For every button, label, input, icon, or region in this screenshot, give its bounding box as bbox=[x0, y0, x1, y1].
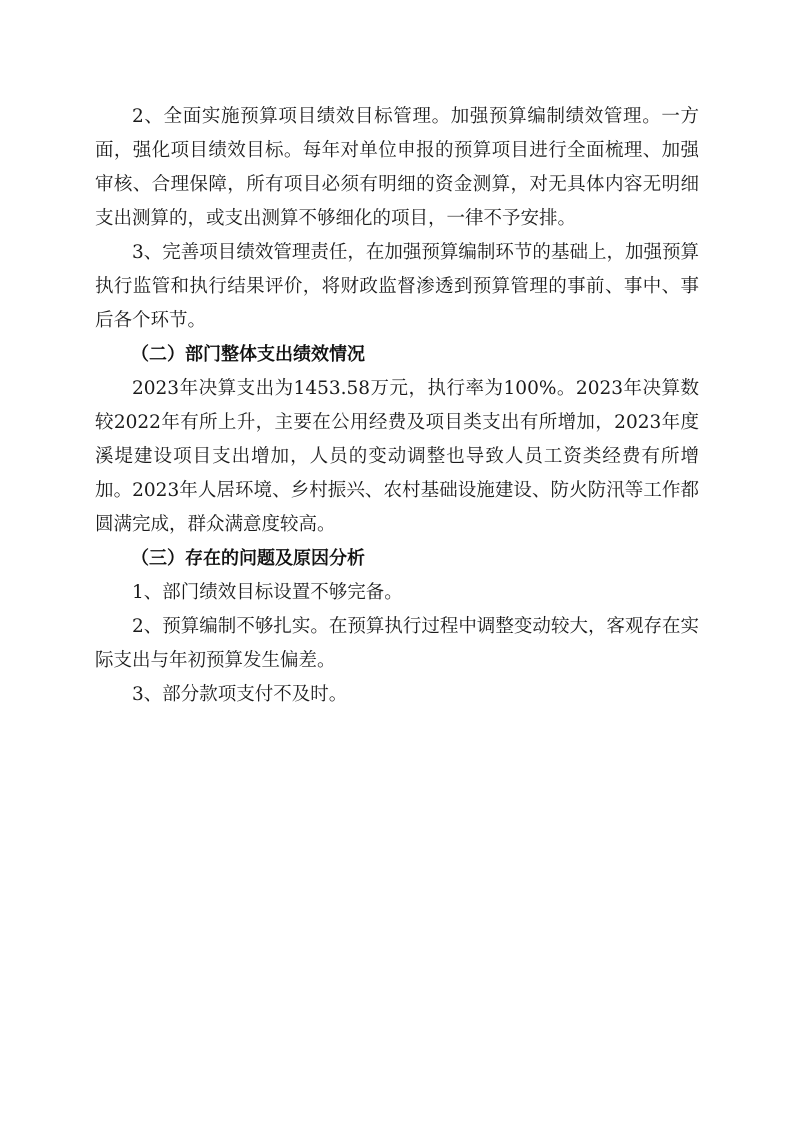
paragraph-performance-responsibility: 3、完善项目绩效管理责任，在加强预算编制环节的基础上，加强预算执行监管和执行结果评价，将财政监督渗透到预算管理的事前、事中、事后各个环节。 bbox=[95, 242, 699, 331]
paragraph-problem-3: 3、部分款项支付不及时。 bbox=[132, 684, 348, 705]
paragraph-problem-2: 2、预算编制不够扎实。在预算执行过程中调整变动较大，客观存在实际支出与年初预算发生偏差。 bbox=[95, 616, 699, 671]
section-heading-overall-expenditure: （二）部门整体支出绩效情况 bbox=[131, 344, 365, 365]
section-heading-problems-analysis: （三）存在的问题及原因分析 bbox=[131, 548, 365, 569]
document-body bbox=[95, 100, 699, 712]
paragraph-expenditure-summary: 2023年决算支出为1453.58万元，执行率为100%。2023年决算数较2022年有所上升，主要在公用经费及项目类支出有所增加，2023年度溪堤建设项目支出增加，人员的变动调整也导致人员工资类经费有所增加。2023年人居环境、乡村振兴、农村基础设施建设、防火防汛等工作都圆满完成，群众满意度较高。 bbox=[95, 378, 699, 535]
paragraph-performance-target-management: 2、全面实施预算项目绩效目标管理。加强预算编制绩效管理。一方面，强化项目绩效目标。每年对单位申报的预算项目进行全面梳理、加强审核、合理保障，所有项目必须有明细的资金测算，对无具体内容无明细支出测算的，或支出测算不够细化的项目，一律不予安排。 bbox=[95, 106, 699, 229]
paragraph-problem-1: 1、部门绩效目标设置不够完备。 bbox=[132, 582, 403, 603]
